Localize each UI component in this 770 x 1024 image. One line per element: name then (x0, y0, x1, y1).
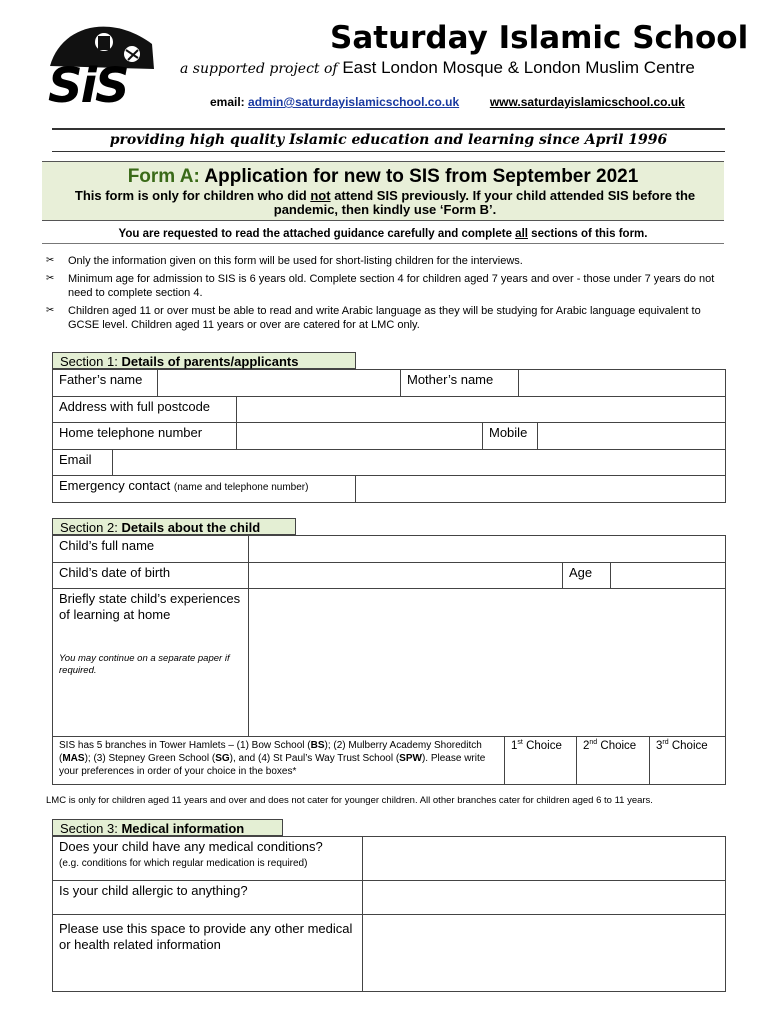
home-phone-label: Home telephone number (53, 423, 237, 450)
scissors-icon: ✂ (46, 255, 55, 266)
list-item: ✂ Minimum age for admission to SIS is 6 years old. Complete section 4 for children aged 7 years and over - those under 7 years do not need to complete section 4. (46, 273, 715, 299)
contact-line: email: admin@saturdayislamicschool.co.uk www.saturdayislamicschool.co.uk (210, 95, 685, 109)
mobile-label: Mobile (483, 423, 538, 450)
section-1-header: Section 1: Details of parents/applicants (52, 352, 356, 369)
age-label: Age (563, 563, 611, 589)
dob-field[interactable] (249, 563, 563, 589)
home-phone-field[interactable] (237, 423, 483, 450)
conditions-field[interactable] (363, 837, 726, 881)
address-field[interactable] (237, 397, 726, 423)
form-title: Form A: Application for new to SIS from September 2021 (127, 166, 639, 187)
divider (52, 151, 725, 152)
logo-text: SiS (48, 58, 128, 114)
other-info-label: Please use this space to provide any other medical or health related information (53, 915, 363, 992)
branches-note: SIS has 5 branches in Tower Hamlets – (1) Bow School (BS); (2) Mulberry Academy Shoreditch (MAS); (3) Stepney Green School (SG), and (4) St Paul’s Way Trust School (SPW). Please write your preferences in order of your choice in the boxes* (53, 737, 505, 785)
fathers-name-label: Father’s name (53, 370, 158, 397)
section-2-branches (52, 736, 726, 785)
conditions-label: Does your child have any medical conditions? (e.g. conditions for which regular medication is required) (53, 837, 363, 881)
mothers-name-field[interactable] (519, 370, 726, 397)
section-2-dob (52, 562, 726, 589)
emergency-label: Emergency contact (name and telephone number) (53, 476, 356, 503)
section-2-experience (52, 588, 726, 737)
list-item: ✂ Children aged 11 or over must be able to read and write Arabic language as they will be studying for Arabic language equivalent to GCSE level. Children aged 11 years or over are catered for at LMC only. (46, 305, 701, 331)
third-choice-box[interactable]: 3rd Choice (650, 737, 726, 785)
request-notice: You are requested to read the attached guidance carefully and complete all sections of this form. (42, 228, 724, 244)
fathers-name-field[interactable] (158, 370, 401, 397)
child-name-field[interactable] (249, 536, 726, 563)
divider (52, 128, 725, 130)
section-1-table (52, 369, 726, 397)
list-item: ✂ Only the information given on this form will be used for short-listing children for the interviews. (46, 255, 523, 267)
section-3-header: Section 3: Medical information (52, 819, 283, 836)
school-logo (42, 14, 162, 114)
other-info-field[interactable] (363, 915, 726, 992)
emergency-field[interactable] (356, 476, 726, 503)
first-choice-box[interactable]: 1st Choice (505, 737, 577, 785)
email-field[interactable] (113, 450, 726, 476)
address-label: Address with full postcode (53, 397, 237, 423)
section-1-email (52, 449, 726, 476)
experience-note: You may continue on a separate paper if required. (59, 653, 230, 676)
page-title: Saturday Islamic School (330, 20, 749, 56)
tagline: providing high quality Islamic education and learning since April 1996 (109, 132, 668, 148)
email-link[interactable]: admin@saturdayislamicschool.co.uk (248, 95, 460, 109)
section-1-phone (52, 422, 726, 450)
experience-field[interactable] (249, 589, 726, 737)
website-link[interactable]: www.saturdayislamicschool.co.uk (489, 95, 685, 109)
lmc-note: LMC is only for children aged 11 years and over and does not cater for younger children. All other branches cater for children aged 6 to 11 years. (46, 795, 653, 806)
child-name-label: Child’s full name (53, 536, 249, 563)
section-1-emergency (52, 475, 726, 503)
section-2-header: Section 2: Details about the child (52, 518, 296, 535)
section-1-address (52, 396, 726, 423)
section-3-table (52, 836, 726, 992)
email-label: Email (53, 450, 113, 476)
form-subtitle: This form is only for children who did not attend SIS previously. If your child attended SIS before the pandemic, then kindly use ‘Form B’. (74, 188, 696, 217)
dob-label: Child’s date of birth (53, 563, 249, 589)
guidance-list (46, 254, 716, 336)
scissors-icon: ✂ (46, 273, 55, 284)
age-field[interactable] (611, 563, 726, 589)
mothers-name-label: Mother’s name (401, 370, 519, 397)
supported-by: a supported project of East London Mosque & London Muslim Centre (180, 58, 695, 77)
mobile-field[interactable] (538, 423, 726, 450)
allergy-label: Is your child allergic to anything? (53, 881, 363, 915)
second-choice-box[interactable]: 2nd Choice (577, 737, 650, 785)
scissors-icon: ✂ (46, 305, 55, 316)
section-2-name (52, 535, 726, 563)
experience-label: Briefly state child’s experiences of learning at home You may continue on a separate paper if required. (53, 589, 249, 737)
allergy-field[interactable] (363, 881, 726, 915)
